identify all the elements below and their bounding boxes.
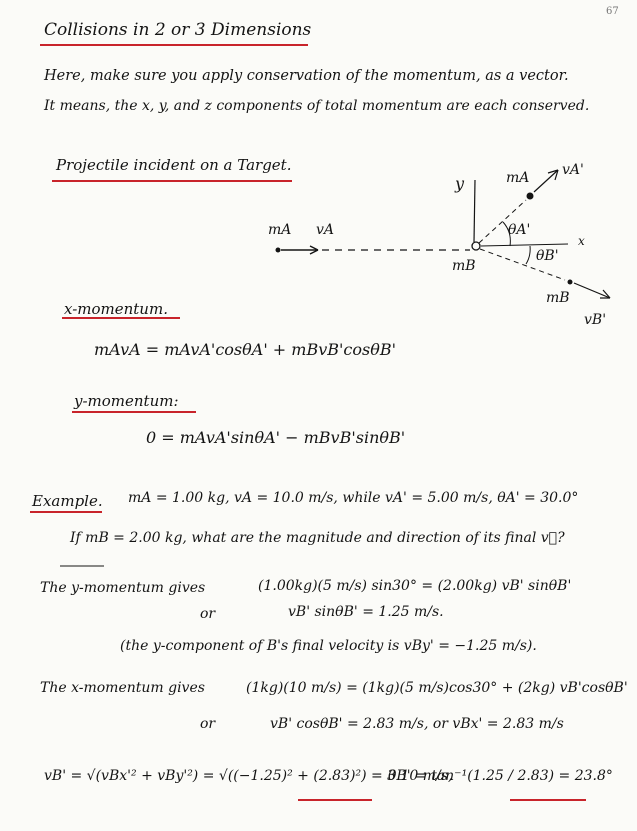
target-b [472, 242, 480, 250]
diagram-mb-label: mB [452, 258, 476, 274]
angle-b-arc [526, 246, 530, 264]
y-axis-line [474, 180, 475, 242]
diagram-va-after-label: vA' [562, 162, 584, 178]
example-question-line: If mB = 2.00 kg, what are the magnitude and direction of its final v⃗? [70, 530, 565, 546]
or-equation-1: vB' sinθB' = 1.25 m/s. [288, 604, 444, 620]
intro-line-2: It means, the x, y, and z components of total momentum are each conserved. [44, 98, 590, 114]
x-gives-label: The x-momentum gives [40, 680, 205, 696]
or-label-1: or [200, 606, 216, 622]
y-momentum-heading: y-momentum: [74, 392, 179, 410]
velocity-b-after-arrow [574, 283, 610, 298]
diagram-vb-after-label: vB' [584, 312, 607, 328]
x-momentum-equation: mAvA = mAvA'cosθA' + mBvB'cosθB' [94, 340, 397, 359]
particle-a-incoming [276, 248, 281, 253]
x-gives-equation: (1kg)(10 m/s) = (1kg)(5 m/s)cos30° + (2kg) vB'cosθB' [246, 680, 628, 696]
diagram-ma-label: mA [268, 222, 292, 238]
diagram-theta-a-label: θA' [508, 222, 531, 238]
y-momentum-equation: 0 = mAvA'sinθA' − mBvB'sinθB' [146, 428, 406, 447]
example-given-line: mA = 1.00 kg, vA = 10.0 m/s, while vA' = 5.00 m/s, θA' = 30.0° [128, 490, 579, 506]
page-title: Collisions in 2 or 3 Dimensions [44, 20, 312, 40]
diagram-x-axis-label: x [578, 234, 585, 248]
particle-b-after [568, 280, 573, 285]
final-angle-equation: θB' = tan⁻¹(1.25 / 2.83) = 23.8° [388, 768, 613, 784]
diagram-y-axis-label: y [455, 174, 465, 193]
particle-a-after [527, 193, 534, 200]
x-axis-line [481, 244, 568, 246]
example-label: Example. [32, 492, 103, 510]
diagram-theta-b-label: θB' [536, 248, 559, 264]
diagram-va-label: vA [316, 222, 335, 238]
or-label-2: or [200, 716, 216, 732]
diagram-mb-after-label: mB [546, 290, 570, 306]
page-number: 67 [606, 6, 619, 17]
y-component-note: (the y-component of B's final velocity is vBy' = −1.25 m/s). [120, 638, 537, 654]
velocity-a-after-arrow [534, 170, 558, 192]
diagram-ma-after-label: mA [506, 170, 530, 186]
y-gives-label: The y-momentum gives [40, 580, 206, 596]
y-gives-equation: (1.00kg)(5 m/s) sin30° = (2.00kg) vB' sinθB' [258, 578, 572, 594]
section-heading: Projectile incident on a Target. [56, 156, 292, 174]
intro-line-1: Here, make sure you apply conservation of the momentum, as a vector. [44, 68, 569, 84]
x-momentum-heading: x-momentum. [64, 300, 168, 318]
or-equation-2: vB' cosθB' = 2.83 m/s, or vBx' = 2.83 m/s [270, 716, 564, 732]
final-speed-equation: vB' = √(vBx'² + vBy'²) = √((−1.25)² + (2.83)²) = 3.10 m/s, [44, 768, 453, 784]
